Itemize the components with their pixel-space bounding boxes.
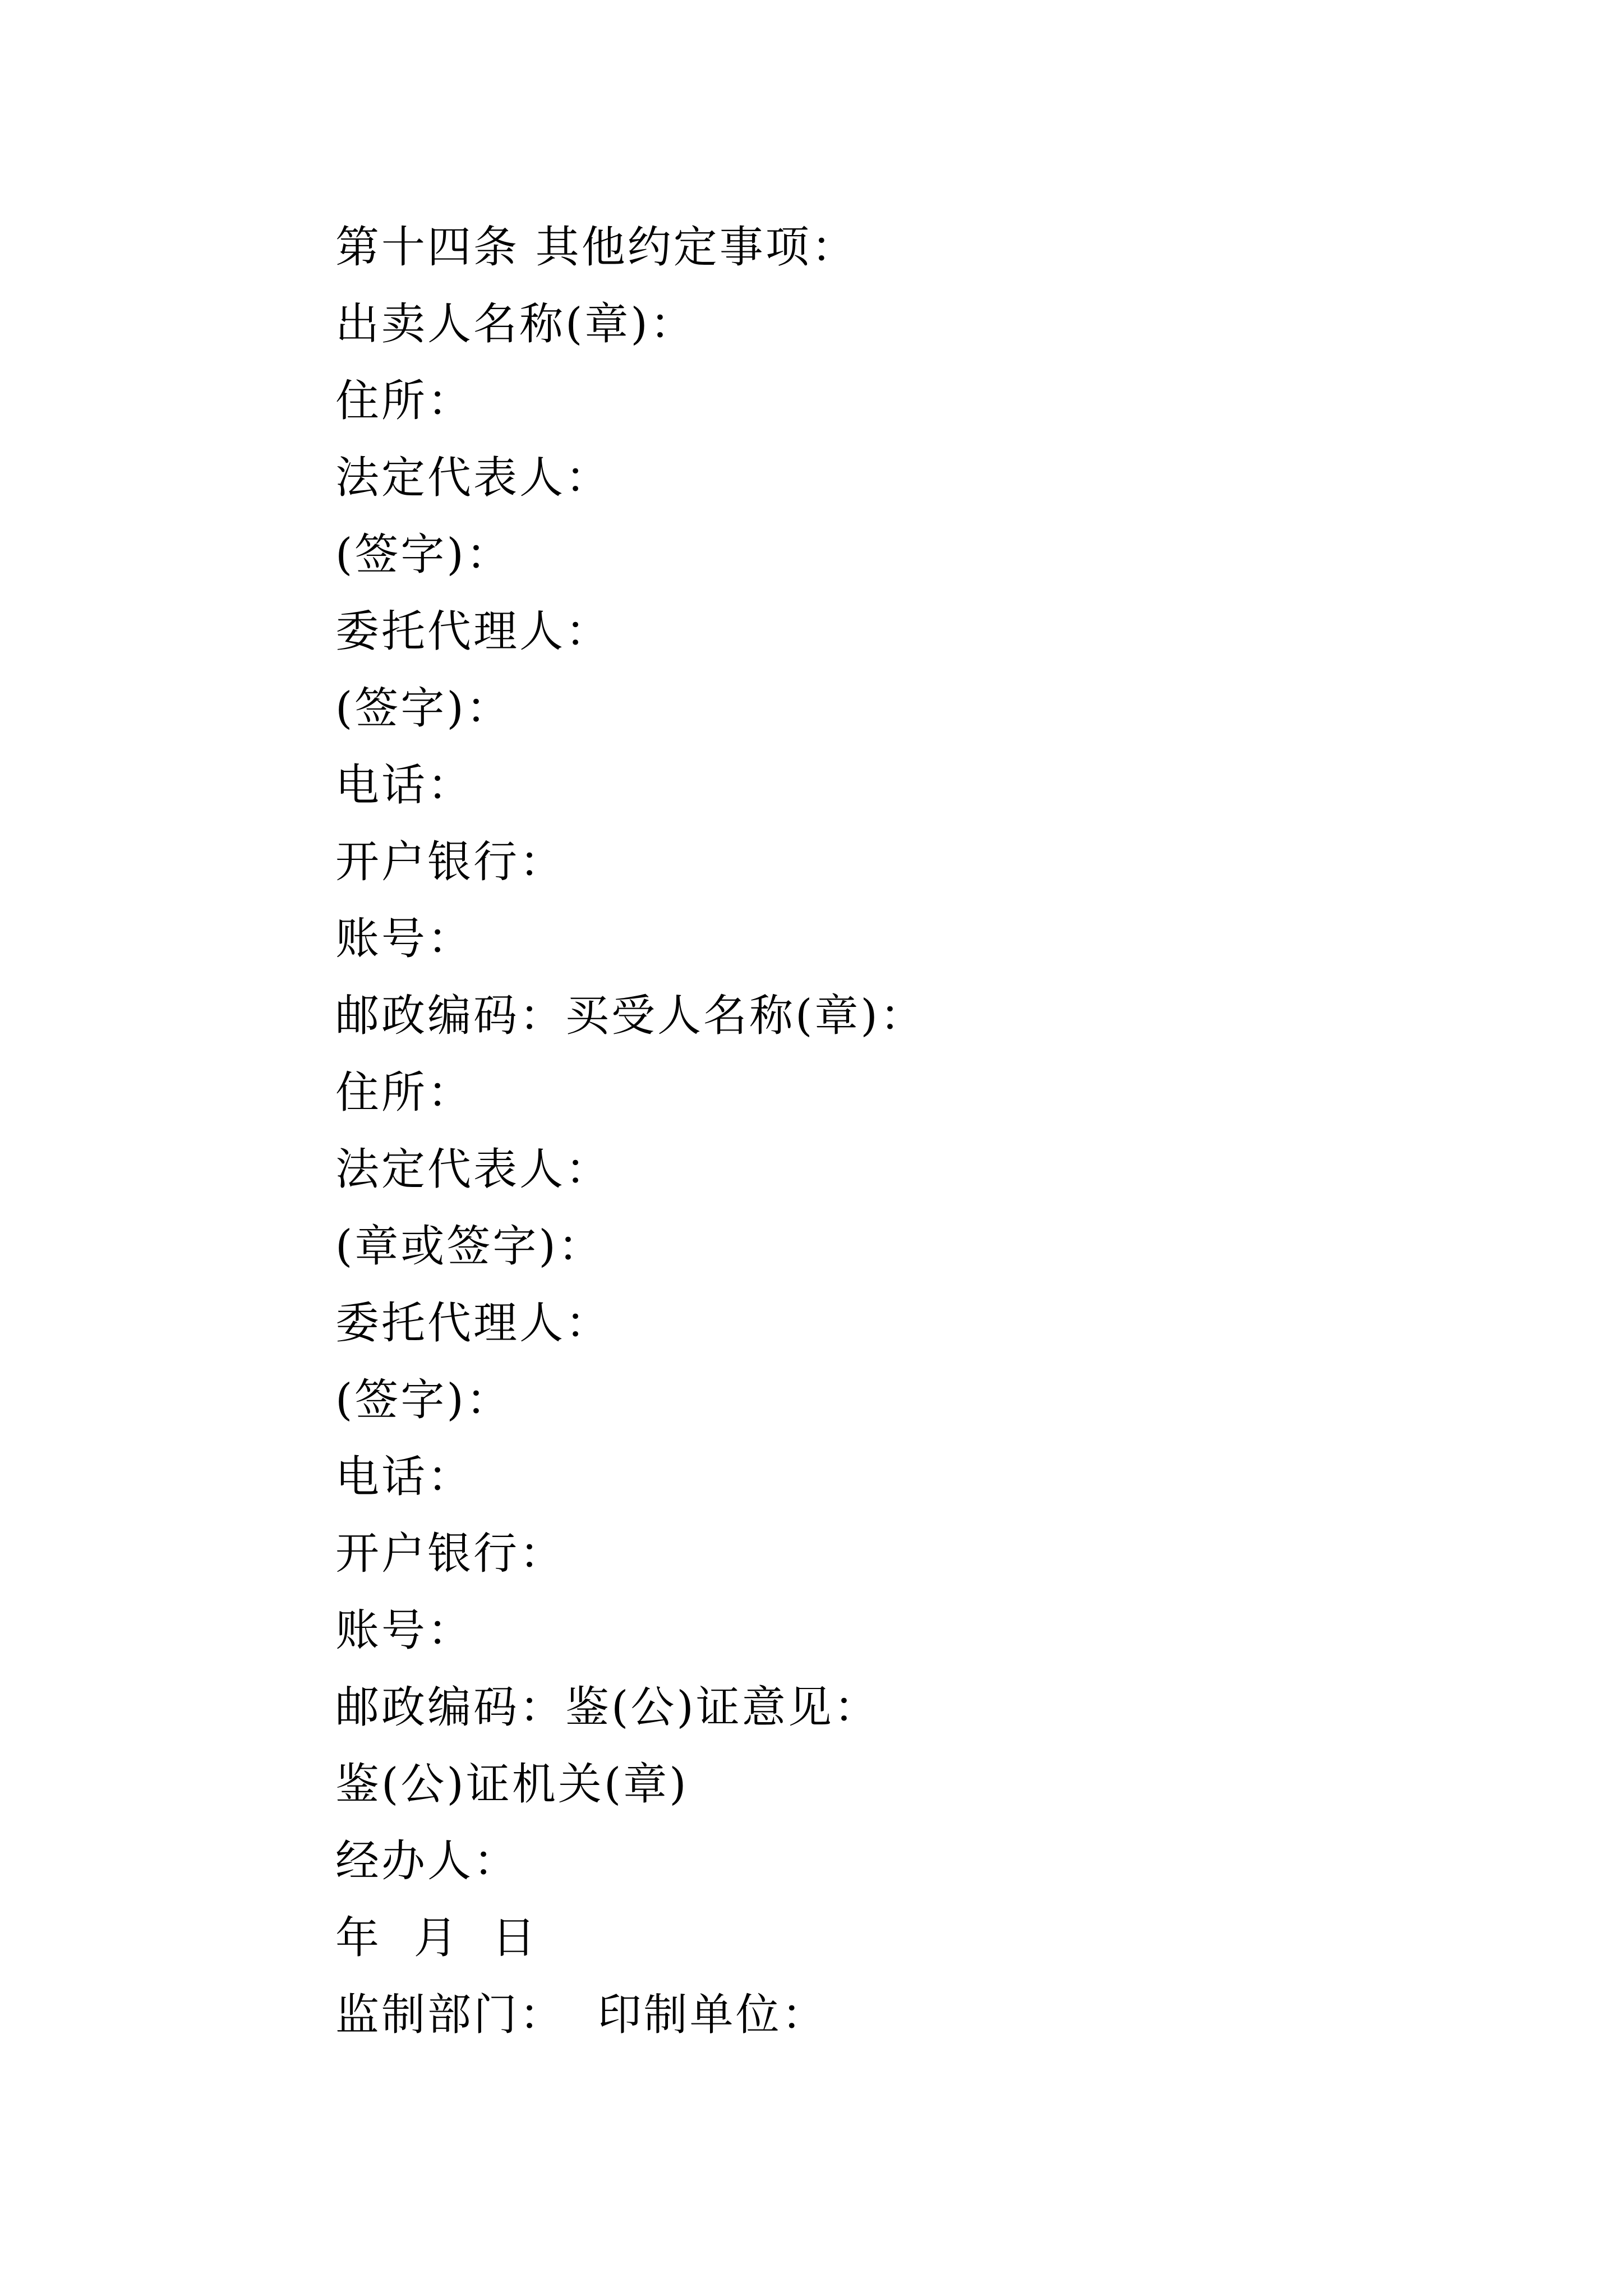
notary-office-field: 鉴(公)证机关(章) [335, 1759, 689, 1810]
handler-field: 经办人： [335, 1836, 520, 1887]
seller-agent-signature-field: (签字)： [335, 683, 512, 734]
seller-name-field: 出卖人名称(章)： [335, 299, 696, 349]
buyer-bank-field: 开户银行： [335, 1529, 566, 1579]
seller-phone-field: 电话： [335, 760, 474, 811]
buyer-address-field: 住所： [335, 1068, 474, 1118]
buyer-agent-signature-field: (签字)： [335, 1375, 512, 1425]
seller-legal-rep-signature-field: (签字)： [335, 530, 512, 580]
buyer-account-field: 账号： [335, 1605, 474, 1656]
seller-bank-field: 开户银行： [335, 837, 566, 887]
buyer-legal-rep-field: 法定代表人： [335, 1144, 612, 1195]
seller-postcode-buyer-name-field: 邮政编码：买受人名称(章)： [335, 991, 926, 1041]
seller-agent-field: 委托代理人： [335, 606, 612, 657]
seller-address-field: 住所： [335, 376, 474, 426]
seller-legal-rep-field: 法定代表人： [335, 453, 612, 503]
buyer-agent-field: 委托代理人： [335, 1298, 612, 1349]
clause-14-heading: 第十四条 其他约定事项： [335, 222, 857, 273]
buyer-phone-field: 电话： [335, 1452, 474, 1502]
buyer-postcode-notary-opinion-field: 邮政编码：鉴(公)证意见： [335, 1682, 880, 1733]
seller-account-field: 账号： [335, 914, 474, 964]
document-body [335, 209, 1457, 2054]
supervisor-printer-field: 监制部门： 印制单位： [335, 1990, 828, 2040]
buyer-legal-rep-signature-field: (章或签字)： [335, 1221, 604, 1272]
date-field: 年 月 日 [335, 1913, 538, 1963]
